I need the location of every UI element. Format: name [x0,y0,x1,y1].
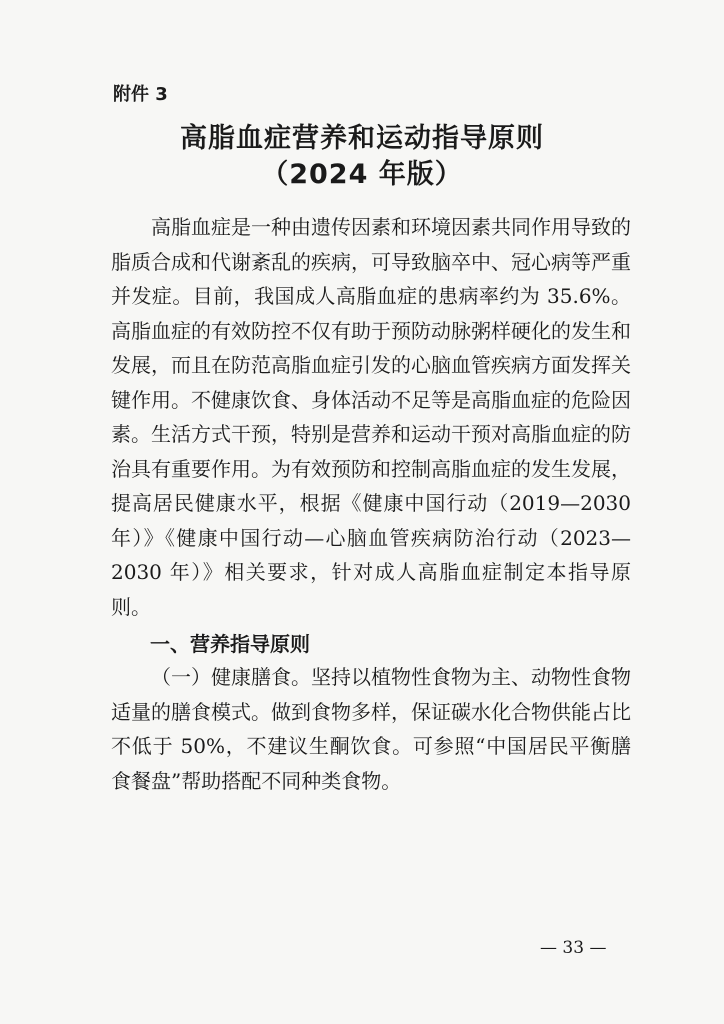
section-heading-nutrition: 一、营养指导原则 [150,632,310,656]
section-paragraph-healthy-diet: （一）健康膳食。坚持以植物性食物为主、动物性食物适量的膳食模式。做到食物多样，保证碳水化合物供能占比不低于 50%，不建议生酮饮食。可参照“中国居民平衡膳食餐盘”帮助搭配不同种类食物。 [111,665,631,793]
intro-paragraph: 高脂血症是一种由遗传因素和环境因素共同作用导致的脂质合成和代谢紊乱的疾病，可导致脑卒中、冠心病等严重并发症。目前，我国成人高脂血症的患病率约为 35.6%。高脂血症的有效防控不仅有助于预防动脉粥样硬化的发生和发展，而且在防范高脂血症引发的心脑血管疾病方面发挥关键作用。不健康饮食、身体活动不足等是高脂血症的危险因素。生活方式干预，特别是营养和运动干预对高脂血症的防治具有重要作用。为有效预防和控制高脂血症的发生发展，提高居民健康水平，根据《健康中国行动（2019—2030 年）》《健康中国行动—心脑血管疾病防治行动（2023—2030 年）》相关要求，针对成人高脂血症制定本指导原则。 [111,215,631,619]
document-title: 高脂血症营养和运动指导原则 [180,123,544,154]
attachment-label: 附件 3 [113,84,168,105]
document-subtitle: （2024 年版） [261,159,463,190]
page-number: — 33 — [540,938,607,958]
